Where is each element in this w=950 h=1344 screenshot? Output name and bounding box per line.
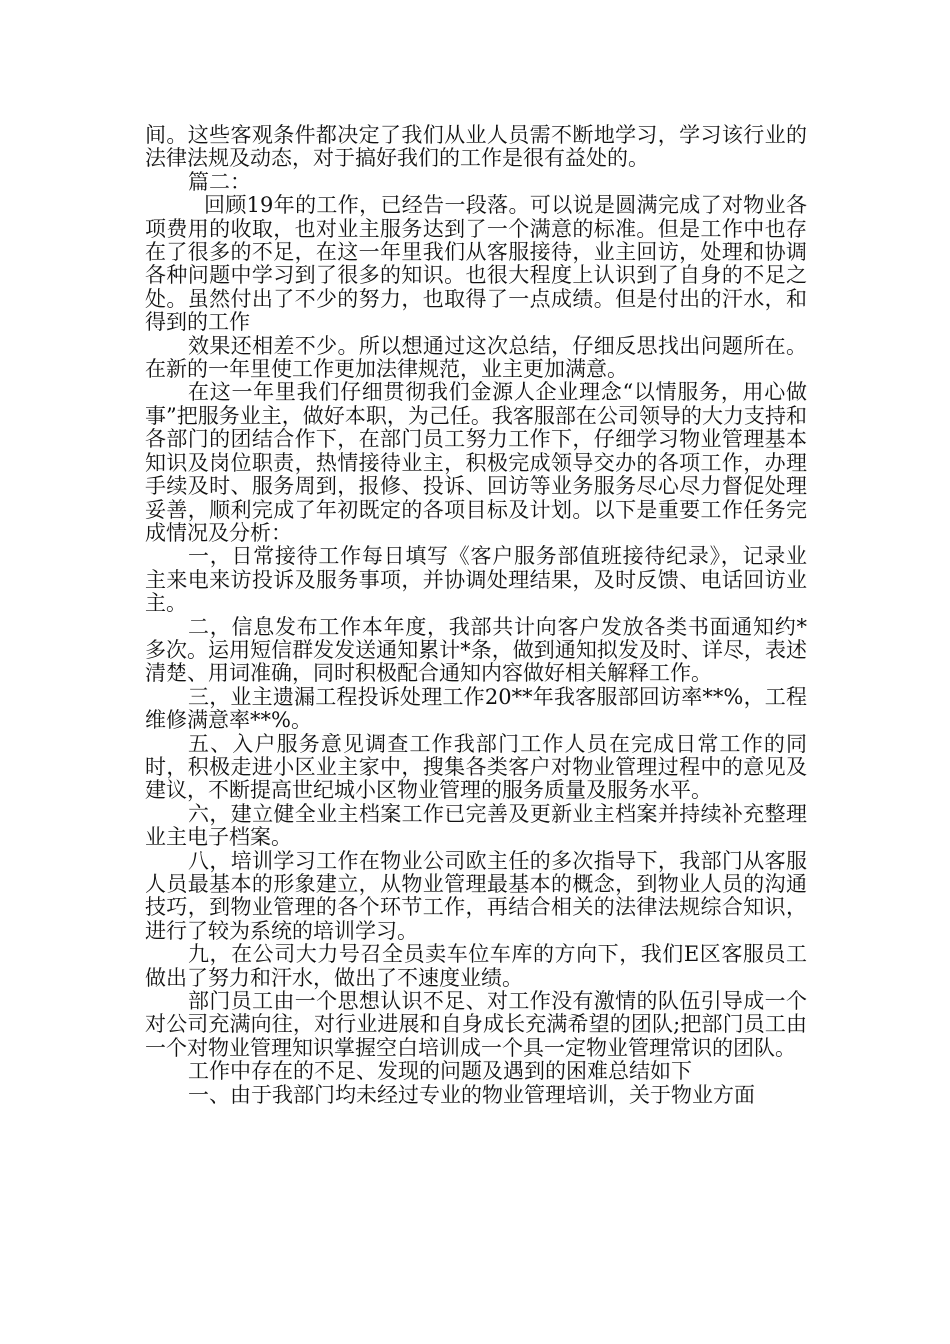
paragraph-item-1: 一，日常接待工作每日填写《客户服务部值班接待纪录》，记录业主来电来访投诉及服务事项，并协调处理结果，及时反馈、电话回访业主。 [145,544,807,616]
paragraph-item-3: 三，业主遗漏工程投诉处理工作20**年我客服部回访率**%，工程维修满意率**%。 [145,684,807,733]
paragraph-item-8: 八，培训学习工作在物业公司欧主任的多次指导下，我部门从客服人员最基本的形象建立，从物业管理最基本的概念，到物业人员的沟通技巧，到物业管理的各个环节工作，再结合相关的法律法规综合知识，进行了较为系统的培训学习。 [145,848,807,943]
paragraph-year-summary: 在这一年里我们仔细贯彻我们金源人企业理念“以情服务，用心做事”把服务业主，做好本职，为己任。我客服部在公司领导的大力支持和各部门的团结合作下，在部门员工努力工作下，仔细学习物业管理基本知识及岗位职责，热情接待业主，积极完成领导交办的各项工作，办理手续及时、服务周到，报修、投诉、回访等业务服务尽心尽力督促处理妥善，顺利完成了年初既定的各项目标及计划。以下是重要工作任务完成情况及分析： [145,380,807,545]
paragraph-item-2: 二，信息发布工作本年度，我部共计向客户发放各类书面通知约*多次。运用短信群发发送通知累计*条，做到通知拟发及时、详尽，表述清楚、用词准确，同时积极配合通知内容做好相关解释工作。 [145,614,807,686]
paragraph-item-6: 六，建立健全业主档案工作已完善及更新业主档案并持续补充整理业主电子档案。 [145,801,807,850]
paragraph-shortcomings-heading: 工作中存在的不足、发现的问题及遇到的困难总结如下 [188,1059,692,1084]
paragraph-effect: 效果还相差不少。所以想通过这次总结，仔细反思找出问题所在。在新的一年里使工作更加法律规范，业主更加满意。 [145,333,807,382]
paragraph-item-9: 九，在公司大力号召全员卖车位车库的方向下，我们E区客服员工做出了努力和汗水，做出了不速度业绩。 [145,942,807,990]
paragraph-item-5: 五、入户服务意见调查工作我部门工作人员在完成日常工作的同时，积极走进小区业主家中，搜集各类客户对物业管理过程中的意见及建议，不断提高世纪城小区物业管理的服务质量及服务水平。 [145,731,807,803]
paragraph-team: 部门员工由一个思想认识不足、对工作没有激情的队伍引导成一个对公司充满向往，对行业进展和自身成长充满希望的团队;把部门员工由一个对物业管理知识掌握空白培训成一个具一定物业管理常识的团队。 [145,989,807,1060]
paragraph-review: 回顾19年的工作，已经告一段落。可以说是圆满完成了对物业各项费用的收取，也对业主服务达到了一个满意的标准。但是工作中也存在了很多的不足，在这一年里我们从客服接待，业主回访，处理和协调各种问题中学习到了很多的知识。也很大程度上认识到了自身的不足之处。虽然付出了不少的努力，也取得了一点成绩。但是付出的汗水，和得到的工作 [145,193,807,335]
paragraph-continuation: 间。这些客观条件都决定了我们从业人员需不断地学习，学习该行业的法律法规及动态，对于搞好我们的工作是很有益处的。 [145,123,807,171]
paragraph-shortcoming-1: 一、由于我部门均未经过专业的物业管理培训，关于物业方面 [188,1082,755,1107]
document-body [145,124,807,1107]
section-heading: 篇二： [188,169,251,194]
